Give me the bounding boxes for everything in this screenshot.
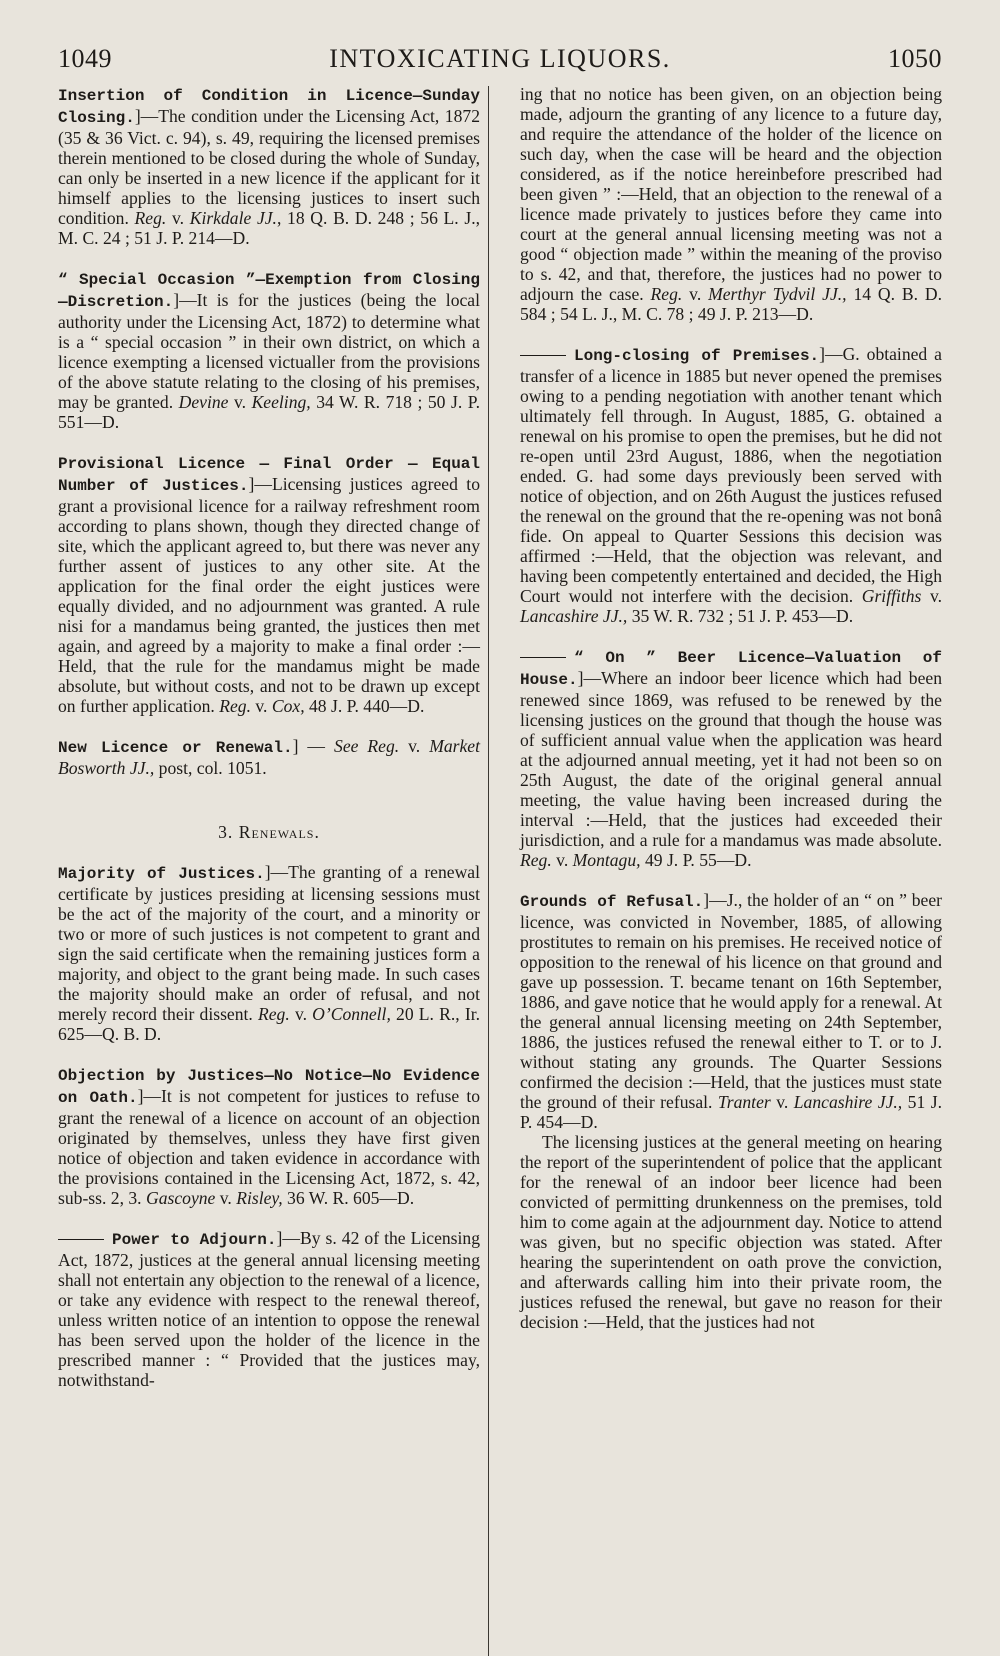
case-citation: Kirkdale JJ.	[189, 208, 277, 228]
versus: v.	[289, 1004, 313, 1024]
entry-heading: “ Special Occasion ”—Exemption from Closing —Discretion.	[58, 271, 480, 311]
entry-grounds-of-refusal	[520, 890, 942, 1132]
entry-heading: “ On ” Beer Licence—Valuation of House.	[520, 649, 942, 689]
entry-on-beer-licence	[520, 646, 942, 870]
case-citation: Tranter	[717, 1092, 771, 1112]
paragraph-licensing-justices	[520, 1132, 942, 1332]
entry-text: ]—It is not competent for justices to refuse to grant the renewal of a licence on account of an objection originated by themselves, unless they have first given notice of objection and taken evidence in accordance with the provisions contained in the Licensing Act, 1872, s. 42, sub-ss. 2, 3.	[58, 1086, 480, 1208]
case-citation: Reg.	[219, 696, 251, 716]
section-heading: 3. Renewals.	[218, 822, 320, 842]
right-page-number: 1050	[888, 44, 942, 73]
two-column-body	[58, 84, 942, 1410]
case-citation: Merthyr Tydvil JJ.,	[708, 284, 847, 304]
right-column	[520, 84, 942, 1410]
versus: v.	[399, 736, 430, 756]
ditto-dash	[58, 1239, 104, 1240]
case-citation: Reg.	[258, 1004, 290, 1024]
case-citation: Reg.	[650, 284, 683, 304]
report-reference: 48 J. P. 440—D.	[304, 696, 425, 716]
versus: v.	[228, 392, 252, 412]
entry-long-closing-of-premises	[520, 344, 942, 626]
entry-heading: Power to Adjourn.	[112, 1231, 277, 1249]
entry-new-licence-or-renewal	[58, 736, 480, 778]
versus: v.	[682, 284, 709, 304]
case-citation: Cox,	[271, 696, 305, 716]
versus: v.	[551, 850, 573, 870]
entry-heading: Grounds of Refusal.	[520, 893, 704, 911]
case-citation: Reg.	[134, 208, 167, 228]
case-citation: Market Bosworth JJ.,	[58, 736, 480, 778]
report-reference: 36 W. R. 605—D.	[282, 1188, 415, 1208]
report-reference: 51 J. P. 454—D.	[520, 1092, 942, 1132]
entry-power-to-adjourn-continued	[520, 84, 942, 324]
entry-special-occasion	[58, 268, 480, 432]
case-citation: Lancashire JJ.,	[520, 606, 628, 626]
ditto-dash	[520, 657, 566, 658]
versus: v.	[215, 1188, 237, 1208]
versus: v.	[251, 696, 272, 716]
versus: v.	[921, 586, 942, 606]
case-citation: Reg.	[520, 850, 552, 870]
report-reference: 49 J. P. 55—D.	[640, 850, 752, 870]
case-citation: Lancashire JJ.,	[793, 1092, 903, 1112]
column-divider	[488, 86, 489, 1656]
entry-insertion-of-condition	[58, 84, 480, 248]
versus: v.	[770, 1092, 794, 1112]
case-citation: Devine	[178, 392, 229, 412]
entry-text: ]—Licensing justices agreed to grant a provisional licence for a railway refreshment room according to plans shown, though they directed change of site, which the applicant agreed to, but there was never any further assent of justices to any other site. At the application for the final order the eight justices were equally divided, and no adjournment was granted. A rule nisi for a mandamus being granted, the justices then met again, and agreed by a majority to make a final order :—Held, that the rule for the mandamus might be made absolute, but without costs, and not to be drawn up except on further application.	[58, 474, 480, 716]
report-reference: 35 W. R. 732 ; 51 J. P. 453—D.	[627, 606, 854, 626]
left-page-number: 1049	[58, 44, 112, 73]
entry-text: ]—The granting of a renewal certificate by justices presiding at licensing sessions must be the act of the majority of the court, and a minority or two or more of such justices is not competent to grant and sign the said certificate when the remaining justices form a majority, and object to the grant being made. In such cases the majority should make an order of refusal, and not merely record their dissent.	[58, 862, 480, 1024]
entry-heading: Majority of Justices.	[58, 865, 265, 883]
versus: v.	[166, 208, 190, 228]
report-reference: , 18 Q. B. D. 248 ; 56 L. J., M. C. 24 ; 51 J. P. 214—D.	[58, 208, 480, 248]
entry-heading: Objection by Justices—No Notice—No Evidence on Oath.	[58, 1067, 480, 1107]
entry-power-to-adjourn	[58, 1228, 480, 1390]
case-citation: O’Connell,	[312, 1004, 391, 1024]
entry-text: ]—The condition under the Licensing Act, 1872 (35 & 36 Vict. c. 94), s. 49, requiring the licensed premises therein mentioned to be closed during the whole of Sunday, can only be inserted in a new licence if the applicant for it himself applies to the licensing justices to insert such condition.	[58, 106, 480, 228]
entry-heading: Provisional Licence — Final Order — Equal Number of Justices.	[58, 455, 480, 495]
entry-text: ]—By s. 42 of the Licensing Act, 1872, justices at the general annual licensing meeting shall not entertain any objection to the renewal of a licence, or take any evidence with respect to the renewal thereof, unless written notice of an intention to oppose the renewal has been served upon the holder of the licence in the prescribed manner : “ Provided that the justices may, notwithstand-	[58, 1228, 481, 1390]
left-column	[58, 84, 480, 1410]
case-citation: Gascoyne	[145, 1188, 216, 1208]
entry-text: ]—G. obtained a transfer of a licence in 1885 but never opened the premises owing to a pending negotiation with another tenant which ultimately fell through. In August, 1885, G. obtained a renewal on his promise to open the premises, but he did not re-open until 23rd August, 1886, when the negotiation ended. G. had some days previously been served with notice of objection, and on 26th August the justices refused the renewal on the ground that the re-opening was not bonâ fide. On appeal to Quarter Sessions this decision was affirmed :—Held, that the objection was relevant, and having been competently entertained and decided, the High Court would not interfere with the decision.	[520, 344, 942, 606]
entry-heading: New Licence or Renewal.	[58, 739, 293, 757]
entry-text: ]—J., the holder of an “ on ” beer licence, was convicted in November, 1885, of allowing prostitutes to remain on his premises. He received notice of opposition to the renewal of his licence on that ground and gave up possession. T. became tenant on 16th September, 1886, and gave notice that he would apply for a renewal. At the general annual licensing meeting on 24th September, 1886, the justices refused the renewal either to T. or to J. without stating any grounds. The Quarter Sessions confirmed the decision :—Held, that the justices must state the ground of their refusal.	[520, 890, 942, 1112]
case-citation: Keeling,	[251, 392, 311, 412]
report-reference: 34 W. R. 718 ; 50 J. P. 551—D.	[58, 392, 481, 432]
case-citation: Montagu,	[572, 850, 641, 870]
ditto-dash	[520, 355, 566, 356]
entry-objection-by-justices	[58, 1064, 480, 1208]
running-title: INTOXICATING LIQUORS.	[329, 44, 671, 73]
entry-text: ing that no notice has been given, on an objection being made, adjourn the granting of any licence to a future day, and require the attendance of the holder of the licence on such day, when the case will be heard and the objection considered, as if the notice hereinbefore prescribed had been given ” :—Held, that an objection to the renewal of a licence made privately to justices before they came into court at the general annual licensing meeting was not a good “ objection made ” within the meaning of the proviso to s. 42, and that, therefore, the justices had no power to adjourn the case.	[520, 84, 942, 304]
cross-reference: See Reg.	[334, 736, 400, 756]
entry-text: ]—Where an indoor beer licence which had been renewed since 1869, was refused to be renewed by the licensing justices on the ground that though the house was of sufficient annual value when the application was heard at the adjourned annual meeting, yet it had not been so on 25th August, the date of the original general annual meeting, the value having been increased during the interval :—Held, that the justices had exceeded their jurisdiction, and a rule for a mandamus was made absolute.	[520, 668, 942, 850]
case-citation: Risley,	[236, 1188, 283, 1208]
entry-heading: Insertion of Condition in Licence—Sunday Closing.	[58, 87, 480, 127]
entry-text: ] —	[292, 736, 335, 756]
report-reference: post, col. 1051.	[154, 758, 267, 778]
entry-text: ]—It is for the justices (being the local authority under the Licensing Act, 1872) to determine what is a “ special occasion ” in their own district, on which a licence exempting a licensed victualler from the provisions of the above statute relating to the closing of his premises, may be granted.	[58, 290, 480, 412]
report-reference: 20 L. R., Ir. 625—Q. B. D.	[58, 1004, 480, 1044]
entry-heading: Long-closing of Premises.	[574, 347, 820, 365]
entry-provisional-licence	[58, 452, 480, 716]
entry-majority-of-justices	[58, 862, 480, 1044]
report-reference: 14 Q. B. D. 584 ; 54 L. J., M. C. 78 ; 49 J. P. 213—D.	[520, 284, 942, 324]
entry-text: The licensing justices at the general meeting on hearing the report of the superintendent of police that the applicant for the renewal of an indoor beer licence had been convicted of permitting drunkenness on the premises, told him to come again at the adjournment day. Notice to attend was given, but no specific objection was stated. After hearing the superintendent on oath prove the conviction, and afterwards calling him into their private room, the justices refused the renewal, but gave no reason for their decision :—Held, that the justices had not	[520, 1132, 942, 1332]
case-citation: Griffiths	[861, 586, 922, 606]
page-header	[58, 44, 942, 74]
